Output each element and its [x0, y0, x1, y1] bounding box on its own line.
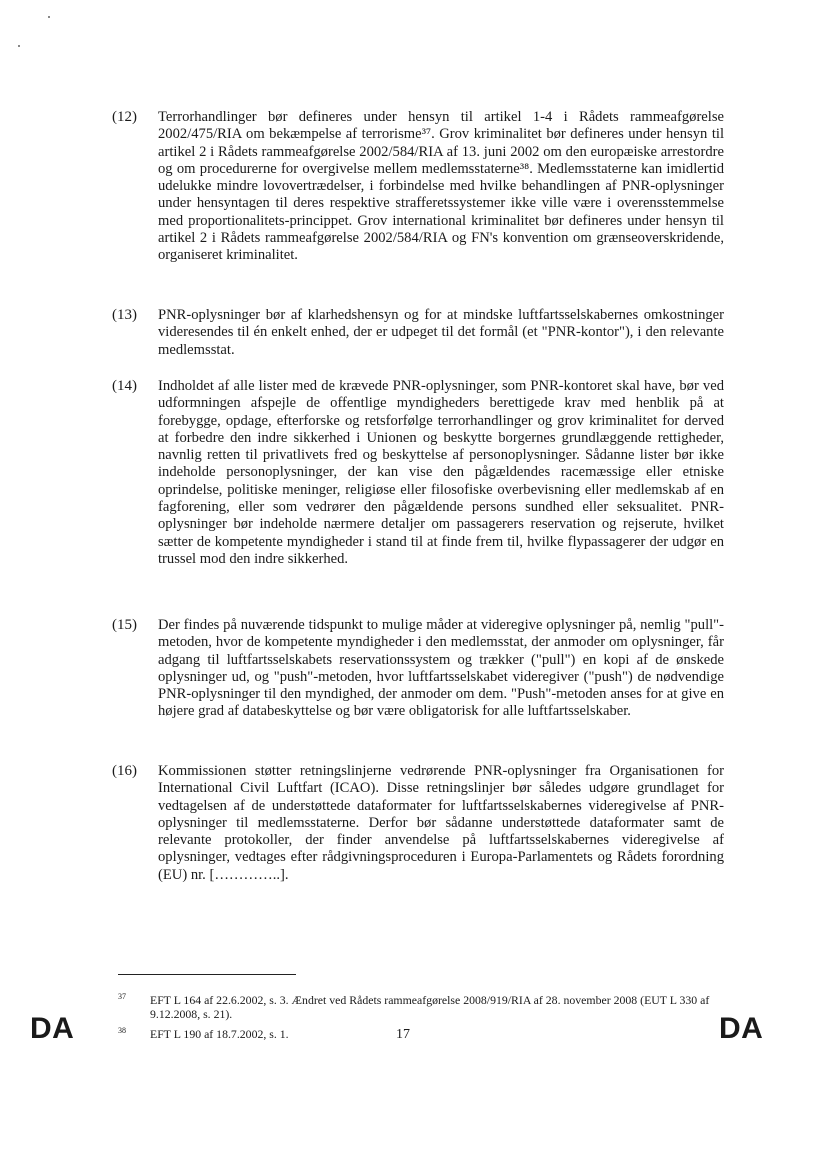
paragraph-number: (16) [112, 763, 137, 779]
paragraph-number: (13) [112, 307, 137, 323]
page-number: 17 [396, 1027, 410, 1042]
paragraph-number: (14) [112, 378, 137, 394]
paragraph-text: Der findes på nuværende tidspunkt to mulige måder at videregive oplysninger på, nemlig "pull"-metoden, hvor de kompetente myndigheder i den medlemsstat, der anmoder om oplysninger, får adgang til luftfartsselskabets reservationssystem og trækker ("pull") en kopi af de ønskede oplysninger ud, og "push"-metoden, hvor luftfartsselskabet videregiver ("push") de nødvendige PNR-oplysninger til den myndighed, der anmoder om dem. "Push"-metoden anses for at give en højere grad af databeskyttelse og bør være obligatorisk for alle luftfartsselskaber. [158, 617, 724, 720]
footer-language-label-right: DA [719, 1012, 764, 1045]
paragraph-text: PNR-oplysninger bør af klarhedshensyn og for at mindske luftfartsselskabernes omkostninger videresendes til én enkelt enhed, der er udpeget til det formål (et "PNR-kontor"), i den relevante medlemsstat. [158, 307, 724, 358]
paragraph-text: Terrorhandlinger bør defineres under hensyn til artikel 1-4 i Rådets rammeafgørelse 2002/475/RIA om bekæmpelse af terrorisme³⁷. Grov kriminalitet bør defineres under hensyn til artikel 2 i Rådets rammeafgørelse 2002/584/RIA af 13. juni 2002 om den europæiske arrestordre og om procedurerne for overgivelse mellem medlemsstaterne³⁸. Medlemsstaterne kan imidlertid udelukke mindre lovovertrædelser, i forbindelse med hvilke behandlingen af PNR-oplysninger under hensyntagen til deres respektive strafferetssystemer ikke ville være i overensstemmelse med proportionalitets-princippet. Grov international kriminalitet bør defineres under hensyn til artikel 2 i Rådets rammeafgørelse 2002/584/RIA og FN's konvention om grænseoverskridende, organiseret kriminalitet. [158, 109, 724, 264]
paragraph-number: (15) [112, 617, 137, 633]
footnote-number: 38 [118, 1026, 126, 1035]
footer-language-label-left: DA [30, 1012, 75, 1045]
scan-speck [18, 45, 20, 47]
footnote-text: EFT L 164 af 22.6.2002, s. 3. Ændret ved Rådets rammeafgørelse 2008/919/RIA af 28. november 2008 (EUT L 330 af 9.12.2008, s. 21). [150, 993, 710, 1021]
footnote-divider [118, 974, 296, 975]
footnote-text: EFT L 190 af 18.7.2002, s. 1. [150, 1027, 289, 1041]
paragraph-number: (12) [112, 109, 137, 125]
paragraph-text: Kommissionen støtter retningslinjerne vedrørende PNR-oplysninger fra Organisationen for International Civil Luftfart (ICAO). Disse retningslinjer bør således udgøre grundlaget for vedtagelsen af de understøttede dataformater for luftfartsselskabernes videregivelse af PNR-oplysninger til medlemsstaterne. Derfor bør sådanne understøttede dataformater samt de relevante protokoller, der finder anvendelse på luftfartsselskabernes videregivelse af oplysninger, vedtages efter rådgivningsproceduren i Europa-Parlamentets og Rådets forordning (EU) nr. […………..]. [158, 763, 724, 883]
paragraph-text: Indholdet af alle lister med de krævede PNR-oplysninger, som PNR-kontoret skal have, bør ved udformningen afspejle de offentlige myndigheders berettigede krav med henblik på at forebygge, opdage, efterforske og retsforfølge terrorhandlinger og grov kriminalitet for derved at forbedre den indre sikkerhed i Unionen og beskytte borgernes grundlæggende rettigheder, navnlig retten til privatlivets fred og beskyttelse af personoplysninger. Sådanne lister bør ikke indeholde personoplysninger, der kan vise den pågældendes racemæssige eller etniske oprindelse, politiske meninger, religiøse eller filosofiske overbevisning eller medlemskab af en fagforening, eller som vedrører den pågældende persons sundhed eller seksualitet. PNR-oplysninger bør indeholde nærmere detaljer om passagerers reservation og rejserute, hvilket sætter de kompetente myndigheder i stand til at finde frem til, hvilke flypassagerer der udgør en trussel mod den indre sikkerhed. [158, 378, 724, 567]
footnote-number: 37 [118, 992, 126, 1001]
scan-speck [48, 16, 50, 18]
